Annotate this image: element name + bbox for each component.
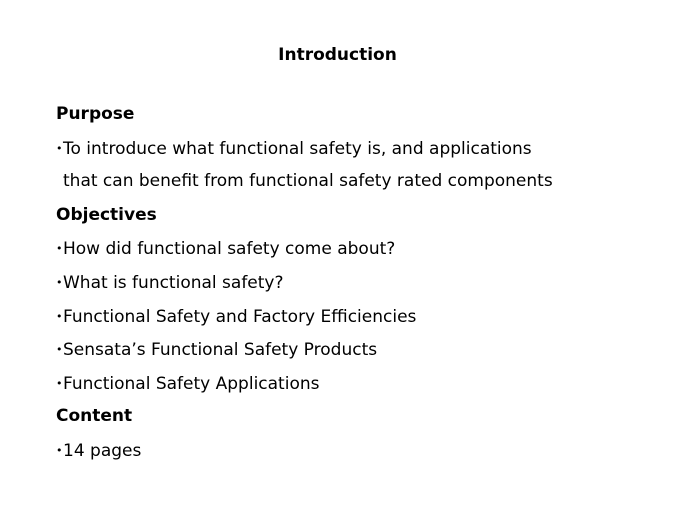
bullet-dot: • [56,376,63,390]
slide-title: Introduction [278,45,397,65]
purpose-heading: Purpose [56,104,135,124]
objective-text: What is functional safety? [63,272,284,293]
bullet-dot: • [56,443,63,457]
content-item [56,438,656,472]
bullet-dot: • [56,242,63,256]
objective-item [56,304,656,338]
content-heading: Content [56,406,133,427]
purpose-text-line2: that can benefit from functional safety rated components [63,171,553,192]
objective-text: Functional Safety and Factory Efficiencies [63,306,417,327]
purpose-text-line1: To introduce what functional safety is, and applications [63,138,532,159]
objectives-heading: Objectives [56,204,157,225]
bullet-dot: • [56,275,63,289]
objective-item [56,337,656,371]
objective-item [56,236,656,270]
bullet-dot: • [56,309,63,323]
objective-text: Sensata’s Functional Safety Products [63,340,378,361]
bullet-dot: • [56,141,63,155]
objective-item [56,270,656,304]
content-text: 14 pages [63,440,142,461]
objective-text: Functional Safety Applications [63,373,320,394]
bullet-dot: • [56,343,63,357]
objective-text: How did functional safety come about? [63,239,396,260]
slide-body [56,102,656,472]
objective-item [56,371,656,405]
purpose-bullet [56,136,656,170]
